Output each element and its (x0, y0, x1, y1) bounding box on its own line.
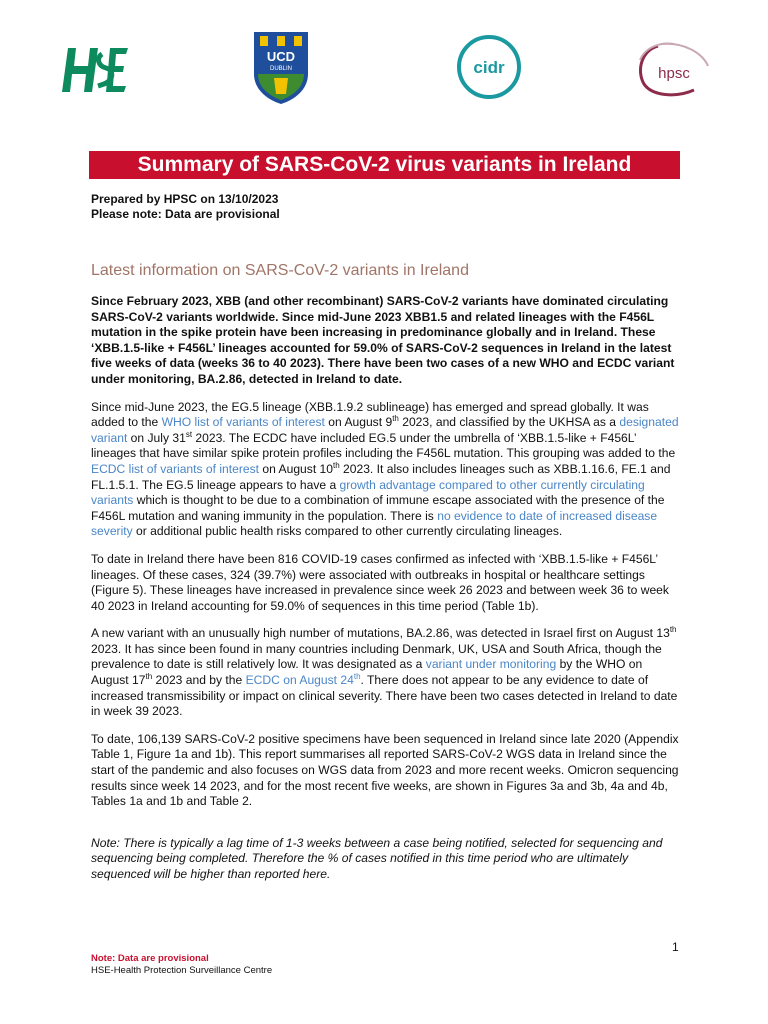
eg5-paragraph (91, 400, 681, 540)
text-span: on August 10 (259, 461, 333, 476)
prepared-date: Prepared by HPSC on 13/10/2023 (91, 192, 279, 206)
designated-variant-link[interactable]: designated variant (91, 415, 679, 445)
report-body (91, 294, 681, 895)
ucd-dublin-logo (250, 30, 312, 106)
text-span: on August 9 (324, 415, 393, 430)
text-span: . There does not appear to be any evidence to date of increased transmissibility or impact on clinical severity. There have been two cases detected in Ireland to date in week 39 2023. (91, 673, 678, 719)
text-span: or additional public health risks compared to other currently circulating lineages. (132, 524, 563, 539)
text-span: by the WHO on August 17 (91, 657, 643, 688)
footer (91, 953, 272, 977)
svg-text:hpsc: hpsc (658, 65, 690, 82)
ordinal-suffix: th (145, 672, 153, 682)
prepared-block (91, 192, 280, 222)
hpsc-logo (632, 40, 712, 100)
logo-row (0, 30, 768, 120)
ordinal-suffix: st (185, 429, 193, 439)
cidr-logo (456, 34, 522, 100)
text-span: 2023. The ECDC have included EG.5 under the umbrella of ‘XBB.1.5-like + F456L’ lineages that have similar spike protein profiles including the F456L mutation. This grouping was added to the (91, 430, 676, 461)
text-span: 2023. It also includes lineages such as XBB.1.16.6, FE.1 and FL.1.5.1. The EG.5 lineage appears to have a (91, 461, 671, 492)
ireland-cases-paragraph: To date in Ireland there have been 816 COVID-19 cases confirmed as infected with ‘XBB.1.5-like + F456L’ lineages. Of these cases, 324 (39.7%) were associated with outbreaks in hospital or healthcare settings (Figure 5). These lineages have increased in prevalence since week 26 2023 and between week 36 to week 40 2023 in Ireland accounting for 59.0% of sequences in this time period (Table 1b). (91, 551, 669, 613)
lag-time-note: Note: There is typically a lag time of 1-3 weeks between a case being notified, selected for sequencing and sequencing being completed. Therefore the % of cases notified in this time period who are ultimately sequenced will be higher than reported here. (91, 835, 663, 881)
text-span: on July 31 (127, 430, 186, 445)
text-span: 2023. It has since been found in many countries including Denmark, UK, USA and South Africa, though the prevalence to date is still relatively low. It was designated as a (91, 641, 662, 672)
ordinal-suffix: th (392, 414, 399, 424)
ba286-paragraph (91, 626, 681, 720)
page-title: Summary of SARS-CoV-2 virus variants in Ireland (89, 151, 680, 179)
text-span: 2023 and by the (152, 673, 246, 688)
ordinal-suffix: th (333, 460, 340, 470)
svg-text:UCD: UCD (266, 49, 296, 64)
svg-text:cidr: cidr (473, 58, 505, 77)
text-span: which is thought to be due to a combination of immune escape associated with the presence of the F456L mutation and waning immunity in the population. There is (91, 493, 665, 523)
growth-advantage-link[interactable]: growth advantage compared to other currently circulating variants (91, 477, 645, 508)
footer-organisation: HSE-Health Protection Surveillance Centre (91, 965, 273, 976)
sequencing-paragraph: To date, 106,139 SARS-CoV-2 positive specimens have been sequenced in Ireland since late 2020 (Appendix Table 1, Figure 1a and 1b). This report summarises all reported SARS-CoV-2 WGS data in Ireland since the start of the pandemic and also focuses on WGS data from 2023 and more recent weeks. Omicron sequencing results since week 14 2023, and for the most recent five weeks, are shown in Figures 3a and 3b, 4a and 4b, Tables 1a and 1b and Table 2. (91, 731, 679, 809)
footer-provisional-note: Note: Data are provisional (91, 953, 209, 964)
ordinal-suffix: th (353, 672, 361, 682)
who-voi-link[interactable]: WHO list of variants of interest (161, 415, 325, 430)
provisional-notice: Please note: Data are provisional (91, 207, 280, 221)
ecdc-august-link[interactable] (246, 673, 361, 687)
hse-logo (60, 40, 130, 100)
text-span: 2023, and classified by the UKHSA as a (398, 415, 620, 430)
ecdc-voi-link[interactable]: ECDC list of variants of interest (91, 461, 260, 476)
svg-text:DUBLIN: DUBLIN (269, 66, 293, 72)
section-heading: Latest information on SARS-CoV-2 variants in Ireland (91, 262, 469, 279)
summary-paragraph: Since February 2023, XBB (and other recombinant) SARS-CoV-2 variants have dominated circulating SARS-CoV-2 variants worldwide. Since mid-June 2023 XBB1.5 and related lineages with the F456L mutation in the spike protein have been increasing in predominance globally and in Ireland. These ‘XBB.1.5-like + F456L’ lineages accounted for 59.0% of SARS-CoV-2 sequences in Ireland in the latest five weeks of data (weeks 36 to 40 2023). There have been two cases of a new WHO and ECDC variant under monitoring, BA.2.86, detected in Ireland to date. (91, 294, 675, 386)
variant-under-monitoring-link[interactable]: variant under monitoring (425, 657, 557, 672)
text-span: Since mid-June 2023, the EG.5 lineage (XBB.1.9.2 sublineage) has emerged and spread globally. It was added to the (91, 399, 649, 430)
link-text: ECDC on August 24 (245, 673, 354, 688)
severity-evidence-link[interactable]: no evidence to date of increased disease severity (91, 508, 658, 539)
text-span: A new variant with an unusually high number of mutations, BA.2.86, was detected in Israel first on August 13 (91, 626, 670, 641)
ordinal-suffix: th (669, 625, 677, 635)
page-number: 1 (672, 940, 679, 954)
